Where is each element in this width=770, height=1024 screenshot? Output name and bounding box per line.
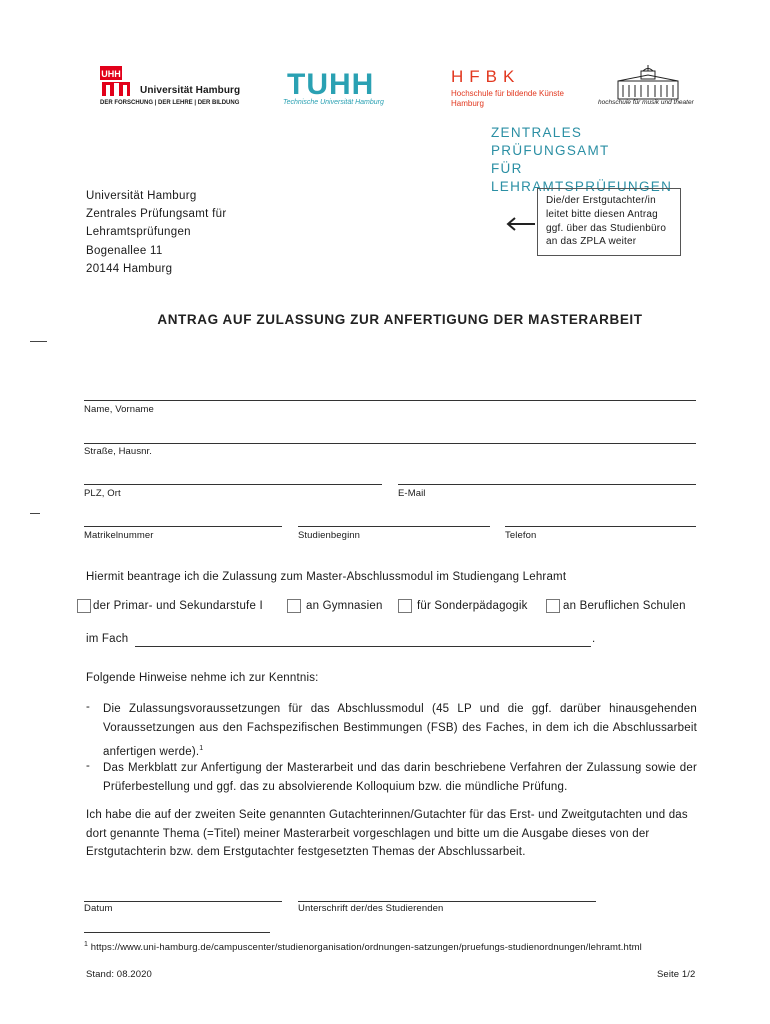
uhh-name: Universität Hamburg <box>140 85 241 96</box>
checkbox-primar[interactable] <box>77 599 91 613</box>
option-gymnasien-label: an Gymnasien <box>306 600 383 612</box>
bullet-item-2: Das Merkblatt zur Anfertigung der Masterarbeit und das darin beschriebene Verfahren der Zulassung sowie der Prüferbestellung und ggf. das zu absolvierende Kolloquium bzw. die mündliche Prüfung. <box>103 762 697 794</box>
fach-period: . <box>592 633 596 645</box>
uhh-tagline: DER FORSCHUNG | DER LEHRE | DER BILDUNG <box>100 100 240 106</box>
signature-label: Unterschrift der/des Studierenden <box>298 903 444 914</box>
punch-mark <box>30 513 40 514</box>
street-label: Straße, Hausnr. <box>84 446 153 457</box>
option-row <box>77 599 697 617</box>
option-sonderpaedagogik-label: für Sonderpädagogik <box>417 600 528 612</box>
footnote-url[interactable]: https://www.uni-hamburg.de/campuscenter/studienorganisation/ordnungen-satzungen/pruefungs-studienordnungen/lehramt.html <box>90 942 642 954</box>
date-label: Datum <box>84 903 113 914</box>
hfmt-subtitle: hochschule für musik und theater <box>598 99 694 106</box>
address-line: Bogenallee 11 <box>86 244 163 257</box>
address-line: Zentrales Prüfungsamt für <box>86 208 227 221</box>
checkbox-berufliche-schulen[interactable] <box>546 599 560 613</box>
checkbox-gymnasien[interactable] <box>287 599 301 613</box>
hfbk-logo: HFBK <box>451 67 521 86</box>
footnote-number: 1 <box>84 941 88 948</box>
address-line: 20144 Hamburg <box>86 262 173 275</box>
name-field[interactable] <box>84 388 696 401</box>
request-text: Hiermit beantrage ich die Zulassung zum Master-Abschlussmodul im Studiengang Lehramt <box>86 571 567 583</box>
plz-field[interactable] <box>84 472 382 485</box>
bullet-item-1 <box>103 700 697 762</box>
plz-label: PLZ, Ort <box>84 488 121 499</box>
footnote-ref: 1 <box>199 744 204 752</box>
email-label: E-Mail <box>398 488 426 499</box>
svg-text:UHH: UHH <box>101 69 121 79</box>
email-field[interactable] <box>398 472 696 485</box>
fold-mark <box>30 341 47 342</box>
studienbeginn-field[interactable] <box>298 514 490 527</box>
form-title: ANTRAG AUF ZULASSUNG ZUR ANFERTIGUNG DER MASTERARBEIT <box>157 312 643 327</box>
bullet-dash: - <box>86 701 90 713</box>
office-heading <box>491 124 701 196</box>
address-line: Universität Hamburg <box>86 190 197 202</box>
name-label: Name, Vorname <box>84 404 154 415</box>
fach-field[interactable] <box>135 634 591 647</box>
office-line-1: ZENTRALES PRÜFUNGSAMT <box>491 125 610 158</box>
fach-label: im Fach <box>86 633 129 645</box>
arrow-left-icon <box>505 216 537 232</box>
address-line: Lehramtsprüfungen <box>86 226 191 239</box>
bullet-dash: - <box>86 760 90 772</box>
option-berufliche-schulen-label: an Beruflichen Schulen <box>563 600 686 612</box>
checkbox-sonderpaedagogik[interactable] <box>398 599 412 613</box>
footnote <box>84 941 642 953</box>
hfbk-subtitle: Hochschule für bildende Künste Hamburg <box>451 89 564 108</box>
tuhh-subtitle: Technische Universität Hamburg <box>283 99 384 106</box>
bullet-1-text: Die Zulassungsvoraussetzungen für das Abschlussmodul (45 LP und die ggf. darüber hinausgehenden Voraussetzungen aus den Fachspezifischen Bestimmungen (FSB) des Faches, in dem ich die Abschlussarbeit anfertigen werde). <box>103 703 697 758</box>
matrikel-label: Matrikelnummer <box>84 530 154 541</box>
footnote-rule <box>84 932 270 933</box>
office-line-2: FÜR LEHRAMTSPRÜFUNGEN <box>491 161 673 194</box>
statement-text: Ich habe die auf der zweiten Seite genannten Gutachterinnen/Gutachter für das Erst- und Zweitgutachten und das dort genannte Thema (=Titel) meiner Masterarbeit vorgeschlagen und bitte um die Ausgabe dieses von der Erstgutachterin bzw. dem Erstgutachter festgesetzten Themas der Abschlussarbeit. <box>86 809 688 858</box>
signature-field[interactable] <box>298 889 596 902</box>
matrikel-field[interactable] <box>84 514 282 527</box>
studienbeginn-label: Studienbeginn <box>298 530 361 541</box>
uhh-logo-icon <box>100 66 134 96</box>
hinweise-title: Folgende Hinweise nehme ich zur Kenntnis: <box>86 672 319 684</box>
page-number: Seite 1/2 <box>657 969 696 980</box>
tuhh-logo: TUHH <box>287 68 375 101</box>
telefon-field[interactable] <box>505 514 696 527</box>
street-field[interactable] <box>84 431 696 444</box>
date-field[interactable] <box>84 889 282 902</box>
stand-date: Stand: 08.2020 <box>86 969 152 980</box>
routing-note: Die/der Erstgutachter/in leitet bitte diesen Antrag ggf. über das Studienbüro an das ZPLA weiter <box>537 188 681 256</box>
hfmt-building-icon <box>613 63 683 101</box>
telefon-label: Telefon <box>505 530 537 541</box>
recipient-address <box>86 187 226 278</box>
option-primar-label: der Primar- und Sekundarstufe I <box>93 600 263 612</box>
